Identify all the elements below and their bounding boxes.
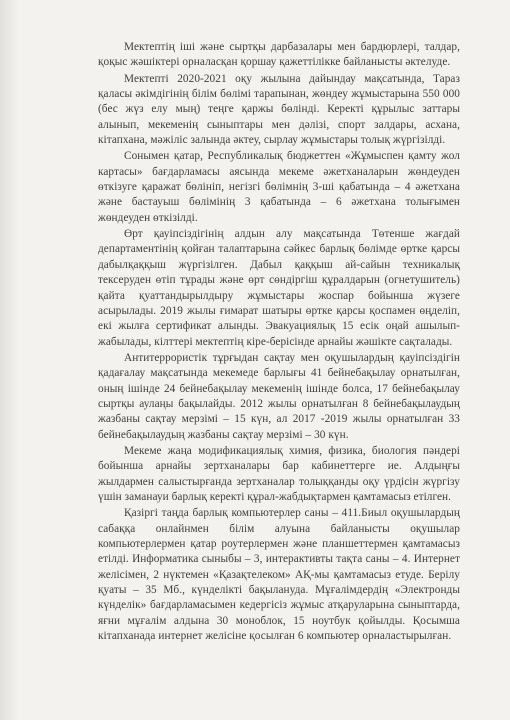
scan-edge-shadow: [0, 0, 18, 720]
paragraph-computers: Қазіргі таңда барлық компьютерлер саны – 411.Биыл оқушылардың сабаққа онлайнмен білім алуына байланысты оқушылар компьютерлермен қатар роутерлермен және планшеттермен қамтамасыз етілді. Информатика сыныбы – 3, интерактивты тақта саны – 4. Интернет желісімен, 2 нүктемен «Қазақтелеком» АҚ-мы қамтамасыз етуде. Берілу қуаты – 35 Мб., күнделікті бақылануда. Мұғалімдердің «Электронды күнделік» бағдарламасымен кедергісіз жұмыс атқаруларына сыныптарда, яғни мұғалім алдына 30 моноблок, 15 ноутбук қойылды. Қосымша кітапханада интернет желісіне қосылған 6 компьютер орналастырылған.: [98, 507, 460, 643]
paragraph-fire-safety: Өрт қауіпсіздігінің алдын алу мақсатында Төтенше жағдай департаментінің қойған талаптарына сәйкес барлық бөлімде өртке қарсы дабылқаққыш жүргізілген. Дабыл қаққыш ай-сайын техникалық тексеруден өтіп тұрады және өрт сөндіргіш құралдарын (огнетушитель) қайта қуаттандырылдыру жұмыстары жоспар бойынша жүзеге асырылады. 2019 жылы ғимарат шатыры өртке қарсы қоспамен өңделіп, екі жылға сертификат алынды. Эвакуациялық 15 есік оңай ашылып-жабылады, кілттері мектептің кіре-берісінде арнайы жәшікте сақталады.: [98, 228, 460, 348]
paragraph-video-surveillance: Антитеррористік тұрғыдан сақтау мен оқушылардың қауіпсіздігін қадағалау мақсатында мекемеде барлығы 41 бейнебақылау орнатылған, оның ішінде 24 бейнебақылау мекеменің ішінде болса, 17 бейнебақылау сыртқы аулаңы бақылайды. 2012 жылы орнатылған 8 бейнебақылаудың жазбаны сақтау мерзімі – 15 күн, ал 2017 -2019 жылы орнатылған 33 бейнебақылаудың жазбаны сақтау мерзімі – 30 күн.: [98, 351, 460, 441]
paragraph-laboratories: Мекеме жаңа модификациялық химия, физика, биология пәндері бойынша арнайы зертханалары бар кабинеттерге ие. Алдыңғы жылдармен салыстырғанда зертханалар толыққанды оқу үрдісін жүргізу үшін заманауи барлық керекті құрал-жабдықтармен қамтамасыз етілген.: [98, 444, 460, 503]
paragraph-whitewashing: Мектептің іші және сыртқы дарбазалары мен бардюрлері, талдар, қоқыс жәшіктері орналасқан қоршау қажеттілікке байланысты әктелуде.: [98, 41, 460, 69]
paragraph-repair-funding: Мектепті 2020-2021 оқу жылына дайындау мақсатында, Тараз қаласы әкімдігінің білім бөлімі тарапынан, жөндеу жұмыстарына 550 000 (бес жүз елу мың) теңге қаржы бөлінді. Керекті құрылыс заттары алынып, мекеменің сыныптары мен дәлізі, спорт залдары, асхана, кітапхана, мәжіліс залында әктеу, сырлау жұмыстары толық жүргізілді.: [98, 72, 460, 147]
paragraph-toilet-renovation: Сонымен қатар, Республикалық бюджеттен «Жұмыспен қамту жол картасы» бағдарламасы аясында мекеме әжетханаларын жөндеуден өткізуге қаражат бөлініп, негізгі бөлімнің 3-ші қабатында – 4 әжетхана және бастауыш бөлімінің 3 қабатында – 6 әжетхана толығымен жөндеуден өткізілді.: [98, 150, 460, 224]
